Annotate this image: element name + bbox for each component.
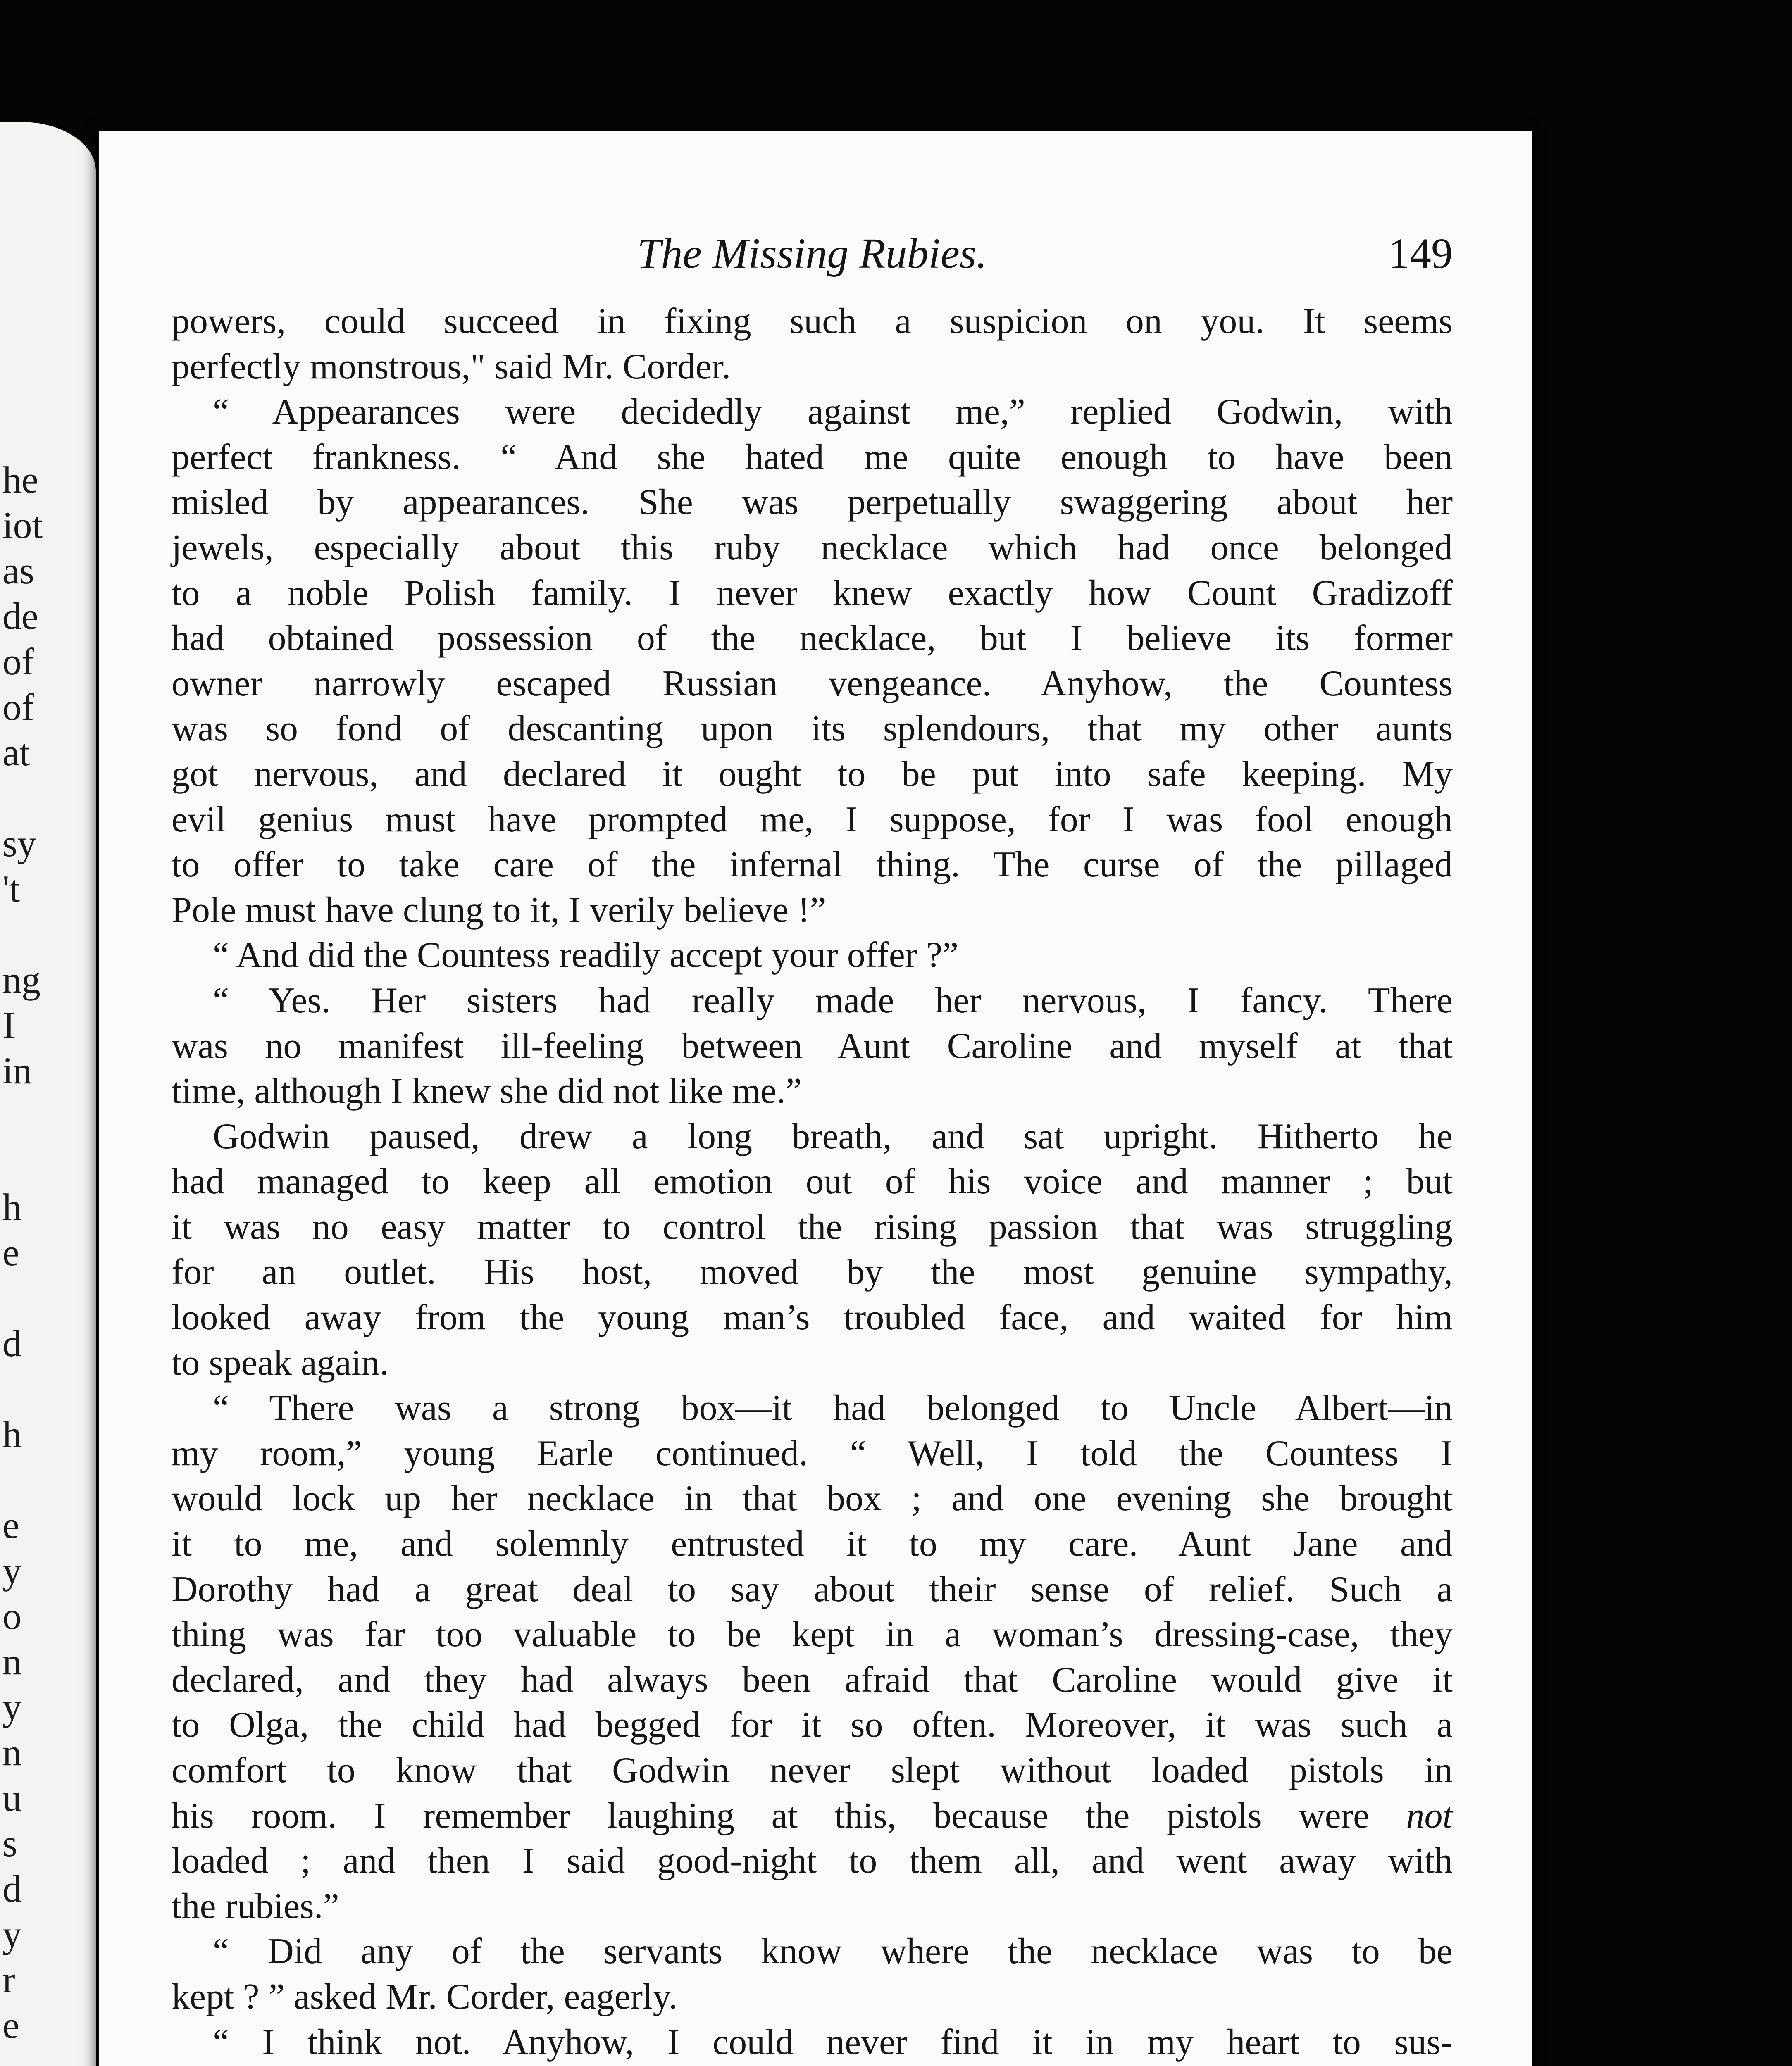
previous-page-text-fragment: de [2,595,38,637]
text-line: perfectly monstrous," said Mr. Corder. [172,346,731,387]
text-line: the rubies.” [172,1886,339,1926]
previous-page-text-fragment: y [2,1686,21,1728]
previous-page-text-fragment: he [2,459,38,501]
previous-page-text-fragment: d [2,1868,21,1910]
text-line: had obtained possession of the necklace, but I believe its former [172,618,1453,659]
page-number: 149 [1388,230,1453,277]
previous-page-text-fragment: h [2,1413,21,1455]
previous-page-text-fragment: n [2,1640,21,1683]
text-line: Dorothy had a great deal to say about their sense of relief. Such a [172,1569,1453,1609]
text-line: “ There was a strong box—it had belonged to Uncle Albert—in [213,1388,1453,1428]
emphasis: not [1406,1795,1453,1836]
text-line: got nervous, and declared it ought to be put into safe keeping. My [172,754,1453,794]
previous-page-text-fragment: sy [2,822,36,864]
text-line: kept ? ” asked Mr. Corder, eagerly. [172,1976,678,2017]
text-line: evil genius must have prompted me, I suppose, for I was fool enough [172,799,1453,840]
text-line: was so fond of descanting upon its splendours, that my other aunts [172,709,1453,749]
previous-page-text-fragment: in [2,1050,32,1092]
text-line: “ Yes. Her sisters had really made her nervous, I fancy. There [213,980,1453,1021]
previous-page-text-fragment: 't [2,868,20,910]
text-line: “ Did any of the servants know where the necklace was to be [213,1931,1453,1972]
text-line: would lock up her necklace in that box ; and one evening she brought [172,1478,1453,1519]
text-line: declared, and they had always been afraid that Caroline would give it [172,1659,1453,1700]
previous-page-text-fragment: e [2,1504,19,1546]
previous-page-text-fragment: h [2,1186,21,1228]
previous-page-text-fragment: y [2,1550,21,1592]
previous-page-text-fragment: of [2,640,34,683]
previous-page-text-fragment: d [2,1322,21,1364]
previous-page-text-fragment: iot [2,504,43,546]
body-text [172,299,1453,2066]
previous-page-text-fragment: s [2,1822,17,1864]
text-line: to speak again. [172,1342,389,1383]
previous-page-text-fragment: o [2,1595,21,1637]
text-line: to a noble Polish family. I never knew exactly how Count Gradizoff [172,573,1453,613]
text-line: Godwin paused, drew a long breath, and sat upright. Hitherto he [213,1116,1453,1157]
previous-page-text-fragment: at [2,731,30,774]
text-line: his room. I remember laughing at this, because the pistols were not [172,1795,1453,1836]
text-line: “ Appearances were decidedly against me,” replied Godwin, with [213,392,1453,432]
text-line: loaded ; and then I said good-night to them all, and went away with [172,1841,1453,1881]
previous-page-text-fragment: e [2,1231,19,1273]
previous-page-text-fragment: I [2,1004,15,1046]
previous-page-text-fragment: u [2,1777,21,1819]
text-line: looked away from the young man’s troubled face, and waited for him [172,1297,1453,1338]
text-line: “ And did the Countess readily accept your offer ?” [213,935,959,976]
text-line: it to me, and solemnly entrusted it to my care. Aunt Jane and [172,1524,1453,1564]
text-line: time, although I knew she did not like me.” [172,1071,802,1112]
text-line: Pole must have clung to it, I verily believe !” [172,890,826,930]
previous-page-text-fragment: n [2,1731,21,1773]
book-page [99,131,1532,2066]
page-header [172,232,1453,286]
text-line: misled by appearances. She was perpetually swaggering about her [172,482,1453,523]
text-line: “ I think not. Anyhow, I could never find it in my heart to sus- [213,2022,1453,2062]
text-line: powers, could succeed in fixing such a suspicion on you. It seems [172,301,1453,341]
previous-page-text-fragment: of [2,686,34,728]
previous-page-edge [0,122,96,2066]
previous-page-text-fragment: e [2,2004,19,2046]
text-line: to offer to take care of the infernal thing. The curse of the pillaged [172,845,1453,885]
running-title: The Missing Rubies. [637,230,987,277]
previous-page-text-fragment: ng [2,959,41,1001]
text-line: owner narrowly escaped Russian vengeance. Anyhow, the Countess [172,663,1453,704]
text-line: had managed to keep all emotion out of his voice and manner ; but [172,1162,1453,1202]
text-line: thing was far too valuable to be kept in a woman’s dressing-case, they [172,1614,1453,1655]
text-line: to Olga, the child had begged for it so often. Moreover, it was such a [172,1705,1453,1745]
previous-page-text-fragment: y [2,1913,21,1955]
text-line: perfect frankness. “ And she hated me quite enough to have been [172,437,1453,477]
text-line: it was no easy matter to control the rising passion that was struggling [172,1207,1453,1247]
text-line: jewels, especially about this ruby necklace which had once belonged [172,527,1453,568]
text-line: my room,” young Earle continued. “ Well, I told the Countess I [172,1433,1453,1473]
text-line: was no manifest ill-feeling between Aunt Caroline and myself at that [172,1026,1453,1066]
text-line: comfort to know that Godwin never slept without loaded pistols in [172,1750,1453,1790]
previous-page-text-fragment: as [2,550,34,592]
previous-page-text-fragment: r [2,1959,15,2001]
text-line: for an outlet. His host, moved by the most genuine sympathy, [172,1252,1453,1292]
